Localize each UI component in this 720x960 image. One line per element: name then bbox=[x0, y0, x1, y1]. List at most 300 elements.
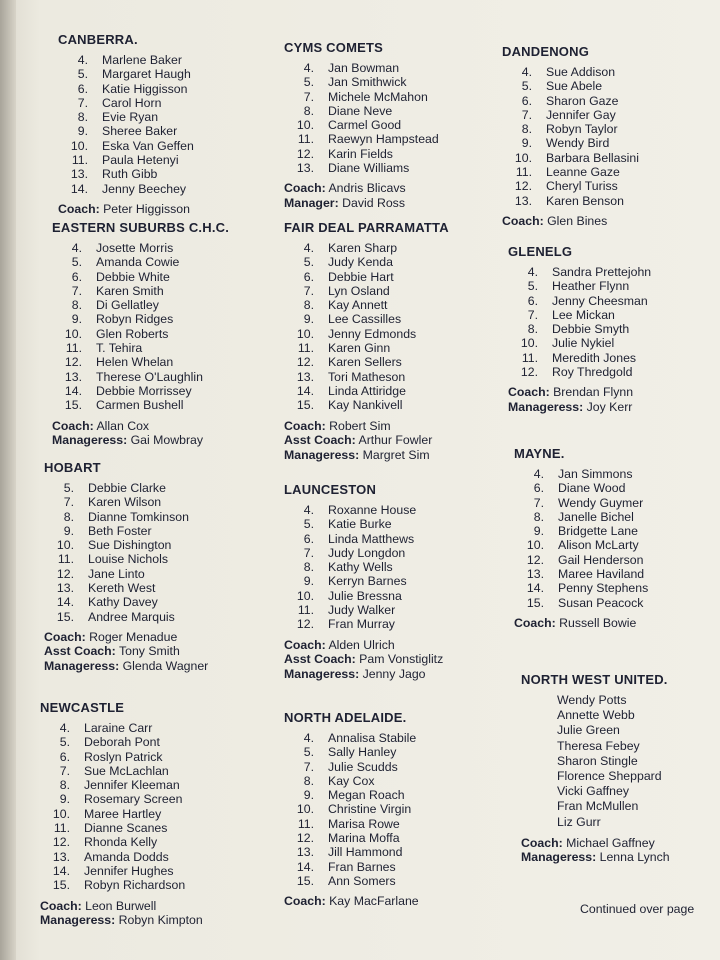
player-name: Fran Barnes bbox=[328, 859, 396, 874]
player-name: Judy Kenda bbox=[328, 255, 393, 270]
player-list bbox=[284, 731, 419, 888]
player-name: Debbie White bbox=[96, 269, 170, 284]
staff-name: Jenny Jago bbox=[362, 666, 426, 681]
continued-note: Continued over page bbox=[580, 902, 695, 916]
staff-line bbox=[284, 667, 443, 682]
player-number: 14. bbox=[526, 581, 544, 596]
player-number: 15. bbox=[52, 878, 70, 893]
player-name: Jenny Beechey bbox=[102, 181, 187, 196]
player-number: 14. bbox=[56, 595, 74, 610]
player-name: Barbara Bellasini bbox=[546, 150, 639, 165]
staff-list bbox=[284, 894, 419, 909]
player-row bbox=[284, 241, 449, 255]
staff-line bbox=[284, 448, 449, 463]
player-row bbox=[514, 510, 648, 524]
player-name: Jan Bowman bbox=[328, 61, 400, 75]
player-row bbox=[44, 610, 208, 624]
staff-line bbox=[284, 894, 419, 909]
player-row bbox=[284, 617, 443, 631]
player-row bbox=[508, 294, 651, 308]
player-name: Jennifer Kleeman bbox=[84, 778, 180, 793]
player-number: 8. bbox=[303, 773, 314, 788]
player-number: 10. bbox=[70, 138, 88, 153]
player-row bbox=[284, 341, 449, 355]
player-row bbox=[514, 481, 648, 495]
player-row bbox=[284, 874, 419, 888]
player-row bbox=[52, 284, 229, 298]
player-number: 8. bbox=[59, 778, 70, 793]
player-number: 9. bbox=[521, 136, 532, 151]
player-name: Cheryl Turiss bbox=[546, 179, 618, 194]
staff-list bbox=[284, 638, 443, 682]
player-name: Lee Mickan bbox=[552, 307, 615, 322]
player-row bbox=[44, 495, 208, 509]
player-name: Alison McLarty bbox=[558, 538, 639, 553]
player-name: Penny Stephens bbox=[558, 581, 649, 596]
player-name: Jennifer Hughes bbox=[84, 863, 174, 878]
player-row bbox=[284, 731, 419, 745]
team-name: DANDENONG bbox=[502, 44, 590, 59]
player-name: Marisa Rowe bbox=[328, 816, 400, 831]
player-name: Therese O'Laughlin bbox=[96, 369, 203, 384]
player-name: Louise Nichols bbox=[88, 552, 168, 567]
player-name: Karen Sellers bbox=[328, 355, 402, 370]
player-number: 13. bbox=[514, 193, 532, 208]
player-row bbox=[521, 723, 670, 738]
team-name: EASTERN SUBURBS C.H.C. bbox=[52, 220, 230, 235]
staff-name: Allan Cox bbox=[96, 418, 150, 433]
player-name: Di Gellatley bbox=[96, 298, 159, 313]
player-number: 15. bbox=[526, 595, 544, 610]
player-row bbox=[40, 764, 203, 778]
player-number: 5. bbox=[77, 67, 88, 82]
player-number: 8. bbox=[303, 103, 314, 118]
staff-line bbox=[284, 419, 449, 434]
player-name: Andree Marquis bbox=[88, 609, 175, 624]
player-number: 9. bbox=[533, 524, 544, 539]
player-row bbox=[40, 821, 203, 835]
player-row bbox=[40, 750, 203, 764]
player-number: 10. bbox=[520, 336, 538, 351]
player-name: Jan Smithwick bbox=[328, 75, 407, 90]
staff-role: Coach: bbox=[284, 418, 326, 433]
player-row bbox=[284, 503, 443, 517]
player-number: 11. bbox=[297, 816, 314, 831]
player-number: 7. bbox=[77, 95, 88, 110]
player-name: Leanne Gaze bbox=[546, 165, 620, 180]
team-fair-deal-parramatta bbox=[284, 220, 449, 462]
player-list bbox=[58, 53, 194, 196]
player-number: 10. bbox=[296, 802, 314, 817]
staff-role: Manageress: bbox=[521, 850, 597, 865]
player-row bbox=[514, 467, 648, 481]
player-name: Laraine Carr bbox=[84, 721, 153, 735]
staff-name: Brendan Flynn bbox=[553, 385, 634, 400]
player-row bbox=[502, 79, 639, 93]
staff-line bbox=[44, 644, 208, 659]
player-row bbox=[52, 384, 229, 398]
staff-list bbox=[284, 419, 449, 463]
player-row bbox=[58, 53, 194, 67]
player-number: 11. bbox=[71, 153, 88, 168]
player-name: Annalisa Stabile bbox=[328, 731, 417, 745]
staff-list bbox=[502, 214, 639, 229]
staff-name: Glen Bines bbox=[547, 213, 608, 228]
team-name: CYMS COMETS bbox=[284, 40, 383, 55]
team-glenelg bbox=[508, 244, 651, 414]
player-number: 5. bbox=[527, 279, 538, 294]
player-row bbox=[521, 754, 670, 769]
player-number: 7. bbox=[63, 495, 74, 510]
player-name: Katie Higgisson bbox=[102, 81, 188, 96]
player-number: 11. bbox=[521, 350, 538, 365]
team-mayne bbox=[514, 446, 648, 630]
player-number: 5. bbox=[303, 75, 314, 90]
player-number: 7. bbox=[71, 283, 82, 298]
player-number: 6. bbox=[77, 81, 88, 96]
player-row bbox=[40, 807, 203, 821]
player-number: 14. bbox=[64, 383, 82, 398]
player-row bbox=[284, 546, 443, 560]
player-number: 4. bbox=[303, 61, 314, 75]
player-name: Florence Sheppard bbox=[557, 769, 662, 784]
player-name: Carmel Good bbox=[328, 118, 402, 133]
staff-line bbox=[508, 385, 651, 400]
player-row bbox=[521, 693, 670, 708]
player-row bbox=[52, 241, 229, 255]
team-name: HOBART bbox=[44, 460, 101, 475]
player-name: Michele McMahon bbox=[328, 89, 428, 104]
player-name: Kay Cox bbox=[328, 773, 375, 788]
player-name: Sally Hanley bbox=[328, 745, 397, 760]
player-number: 9. bbox=[303, 788, 314, 803]
player-row bbox=[40, 850, 203, 864]
player-row bbox=[284, 603, 443, 617]
player-name: Robyn Ridges bbox=[96, 312, 174, 327]
team-name: MAYNE. bbox=[514, 446, 565, 461]
player-row bbox=[58, 82, 194, 96]
player-row bbox=[502, 94, 639, 108]
player-name: Kathy Wells bbox=[328, 560, 393, 575]
player-name: Sue Abele bbox=[546, 79, 603, 94]
player-number: 14. bbox=[296, 383, 314, 398]
player-row bbox=[40, 721, 203, 735]
staff-line bbox=[502, 214, 639, 229]
player-row bbox=[40, 864, 203, 878]
player-number: 10. bbox=[514, 150, 532, 165]
player-number: 9. bbox=[59, 792, 70, 807]
player-row bbox=[521, 739, 670, 754]
player-name: Roslyn Patrick bbox=[84, 749, 163, 764]
player-row bbox=[284, 788, 419, 802]
staff-list bbox=[521, 836, 670, 865]
staff-name: Leon Burwell bbox=[85, 898, 157, 913]
player-number: 4. bbox=[527, 265, 538, 279]
player-number: 9. bbox=[303, 312, 314, 327]
staff-role: Coach: bbox=[514, 615, 556, 630]
player-name: Liz Gurr bbox=[557, 814, 601, 829]
player-number: 6. bbox=[303, 531, 314, 546]
player-row bbox=[502, 108, 639, 122]
player-number: 5. bbox=[71, 255, 82, 270]
player-number: 4. bbox=[303, 503, 314, 517]
player-row bbox=[44, 581, 208, 595]
player-list bbox=[514, 467, 648, 610]
player-name: Robyn Taylor bbox=[546, 122, 618, 137]
staff-name: Tony Smith bbox=[118, 644, 180, 659]
player-name: Jenny Cheesman bbox=[552, 293, 648, 308]
staff-list bbox=[514, 616, 648, 631]
player-row bbox=[52, 370, 229, 384]
player-name: Marlene Baker bbox=[102, 53, 182, 67]
player-row bbox=[284, 760, 419, 774]
player-number: 5. bbox=[63, 481, 74, 495]
player-name: Kerryn Barnes bbox=[328, 574, 407, 589]
player-row bbox=[502, 65, 639, 79]
player-number: 5. bbox=[521, 79, 532, 94]
player-row bbox=[284, 774, 419, 788]
player-name: Robyn Richardson bbox=[84, 878, 186, 893]
player-name: Heather Flynn bbox=[552, 279, 630, 294]
player-name: Linda Matthews bbox=[328, 531, 415, 546]
player-number: 6. bbox=[303, 269, 314, 284]
player-name: Wendy Potts bbox=[557, 693, 627, 707]
player-name: Bridgette Lane bbox=[558, 524, 638, 539]
staff-role: Coach: bbox=[44, 629, 86, 644]
player-row bbox=[284, 327, 449, 341]
player-row bbox=[52, 341, 229, 355]
player-name: Helen Whelan bbox=[96, 355, 174, 370]
staff-name: Russell Bowie bbox=[559, 615, 637, 630]
player-number: 12. bbox=[52, 835, 70, 850]
player-number: 9. bbox=[63, 523, 74, 538]
player-number: 14. bbox=[52, 863, 70, 878]
player-row bbox=[284, 745, 419, 759]
player-row bbox=[502, 165, 639, 179]
player-name: Rosemary Screen bbox=[84, 792, 183, 807]
player-name: Kay Annett bbox=[328, 298, 388, 313]
player-number: 8. bbox=[77, 110, 88, 125]
player-row bbox=[284, 817, 419, 831]
player-row bbox=[44, 552, 208, 566]
player-number: 8. bbox=[63, 509, 74, 524]
player-row bbox=[284, 90, 439, 104]
player-name: Sandra Prettejohn bbox=[552, 265, 652, 279]
player-number: 11. bbox=[57, 552, 74, 567]
staff-role: Asst Coach: bbox=[44, 644, 116, 659]
player-name: Dianne Scanes bbox=[84, 821, 168, 836]
player-row bbox=[521, 815, 670, 830]
staff-name: Michael Gaffney bbox=[566, 835, 655, 850]
player-row bbox=[284, 589, 443, 603]
player-name: Gail Henderson bbox=[558, 552, 644, 567]
player-name: Debbie Clarke bbox=[88, 481, 166, 495]
player-row bbox=[58, 110, 194, 124]
staff-role: Coach: bbox=[52, 418, 94, 433]
player-row bbox=[58, 153, 194, 167]
player-number: 8. bbox=[303, 560, 314, 575]
player-row bbox=[284, 161, 439, 175]
player-row bbox=[40, 735, 203, 749]
player-number: 5. bbox=[303, 517, 314, 532]
player-name: Fran McMullen bbox=[557, 799, 639, 814]
staff-name: Robyn Kimpton bbox=[118, 913, 203, 928]
player-number: 7. bbox=[521, 107, 532, 122]
player-number: 9. bbox=[77, 124, 88, 139]
player-number: 7. bbox=[303, 89, 314, 104]
staff-line bbox=[521, 850, 670, 865]
player-number: 5. bbox=[303, 745, 314, 760]
player-row bbox=[284, 75, 439, 89]
staff-line bbox=[52, 419, 229, 434]
player-number: 13. bbox=[52, 849, 70, 864]
player-number: 4. bbox=[533, 467, 544, 481]
player-number: 13. bbox=[70, 167, 88, 182]
player-number: 10. bbox=[296, 326, 314, 341]
player-row bbox=[514, 567, 648, 581]
player-row bbox=[521, 708, 670, 723]
player-row bbox=[284, 61, 439, 75]
player-name: Sue Addison bbox=[546, 65, 616, 79]
player-name: Wendy Guymer bbox=[558, 495, 644, 510]
player-number: 11. bbox=[297, 603, 314, 618]
staff-name: Peter Higgisson bbox=[103, 201, 190, 216]
player-row bbox=[284, 384, 449, 398]
player-list bbox=[284, 503, 443, 632]
player-number: 6. bbox=[527, 293, 538, 308]
staff-line bbox=[508, 400, 651, 415]
team-dandenong bbox=[502, 44, 639, 228]
player-row bbox=[52, 270, 229, 284]
player-number: 12. bbox=[56, 566, 74, 581]
player-list bbox=[284, 61, 439, 175]
player-list bbox=[284, 241, 449, 413]
player-name: Ann Somers bbox=[328, 873, 396, 888]
player-name: Sharon Stingle bbox=[557, 753, 638, 768]
player-row bbox=[284, 860, 419, 874]
player-number: 4. bbox=[521, 65, 532, 79]
player-name: Wendy Bird bbox=[546, 136, 610, 151]
staff-name: Glenda Wagner bbox=[122, 658, 209, 673]
player-row bbox=[58, 182, 194, 196]
team-name: FAIR DEAL PARRAMATTA bbox=[284, 220, 449, 235]
player-row bbox=[52, 398, 229, 412]
player-row bbox=[521, 784, 670, 799]
player-number: 10. bbox=[296, 588, 314, 603]
player-name: Jill Hammond bbox=[328, 845, 403, 860]
staff-role: Coach: bbox=[502, 213, 544, 228]
player-number: 12. bbox=[520, 365, 538, 380]
player-number: 13. bbox=[526, 567, 544, 582]
player-name: Megan Roach bbox=[328, 788, 405, 803]
player-row bbox=[514, 496, 648, 510]
staff-line bbox=[284, 181, 439, 196]
team-eastern-suburbs bbox=[52, 220, 229, 448]
player-name: Eska Van Geffen bbox=[102, 138, 194, 153]
staff-role: Coach: bbox=[58, 201, 100, 216]
player-name: Josette Morris bbox=[96, 241, 174, 255]
player-list bbox=[40, 721, 203, 893]
player-name: Debbie Smyth bbox=[552, 322, 630, 337]
player-name: Kay Nankivell bbox=[328, 398, 403, 413]
staff-line bbox=[284, 433, 449, 448]
player-number: 12. bbox=[64, 355, 82, 370]
staff-name: Kay MacFarlane bbox=[329, 894, 419, 909]
player-number: 15. bbox=[296, 873, 314, 888]
player-name: Karen Ginn bbox=[328, 341, 391, 356]
player-number: 13. bbox=[64, 369, 82, 384]
player-number: 11. bbox=[53, 821, 70, 836]
staff-line bbox=[284, 196, 439, 211]
player-name: Margaret Haugh bbox=[102, 67, 191, 82]
player-name: Diane Neve bbox=[328, 103, 393, 118]
player-row bbox=[44, 510, 208, 524]
player-name: Beth Foster bbox=[88, 523, 152, 538]
player-row bbox=[44, 567, 208, 581]
player-row bbox=[40, 792, 203, 806]
player-number: 4. bbox=[71, 241, 82, 255]
player-number: 10. bbox=[64, 326, 82, 341]
team-launceston bbox=[284, 482, 443, 681]
player-name: Evie Ryan bbox=[102, 110, 159, 125]
player-row bbox=[58, 139, 194, 153]
player-row bbox=[58, 96, 194, 110]
player-number: 8. bbox=[303, 298, 314, 313]
player-number: 6. bbox=[521, 93, 532, 108]
staff-role: Coach: bbox=[284, 637, 326, 652]
team-newcastle bbox=[40, 700, 203, 928]
player-number: 8. bbox=[521, 122, 532, 137]
staff-list bbox=[508, 385, 651, 414]
player-name: Ruth Gibb bbox=[102, 167, 158, 182]
player-number: 9. bbox=[303, 574, 314, 589]
staff-line bbox=[40, 913, 203, 928]
player-row bbox=[514, 581, 648, 595]
team-name: NEWCASTLE bbox=[40, 700, 125, 715]
player-name: Karin Fields bbox=[328, 146, 393, 161]
player-number: 10. bbox=[56, 538, 74, 553]
player-row bbox=[284, 132, 439, 146]
player-number: 12. bbox=[296, 355, 314, 370]
player-name: Susan Peacock bbox=[558, 595, 644, 610]
player-row bbox=[58, 124, 194, 138]
player-number: 4. bbox=[77, 53, 88, 67]
staff-line bbox=[514, 616, 648, 631]
player-name: Sue Dishington bbox=[88, 538, 172, 553]
player-row bbox=[514, 538, 648, 552]
player-row bbox=[502, 194, 639, 208]
player-row bbox=[52, 298, 229, 312]
team-name: GLENELG bbox=[508, 244, 573, 259]
player-name: Fran Murray bbox=[328, 617, 395, 632]
player-name: Julie Nykiel bbox=[552, 336, 615, 351]
staff-list bbox=[58, 202, 194, 217]
player-name: Jan Simmons bbox=[558, 467, 633, 481]
player-row bbox=[284, 298, 449, 312]
staff-name: Arthur Fowler bbox=[358, 433, 433, 448]
staff-list bbox=[52, 419, 229, 448]
player-row bbox=[508, 336, 651, 350]
staff-role: Manageress: bbox=[40, 913, 116, 928]
player-name: Linda Attiridge bbox=[328, 383, 406, 398]
player-name: Rhonda Kelly bbox=[84, 835, 158, 850]
player-row bbox=[284, 255, 449, 269]
staff-name: David Ross bbox=[342, 195, 405, 210]
player-name: Karen Benson bbox=[546, 193, 624, 208]
player-name: Maree Hartley bbox=[84, 806, 162, 821]
player-name: Vicki Gaffney bbox=[557, 784, 629, 799]
player-row bbox=[502, 122, 639, 136]
